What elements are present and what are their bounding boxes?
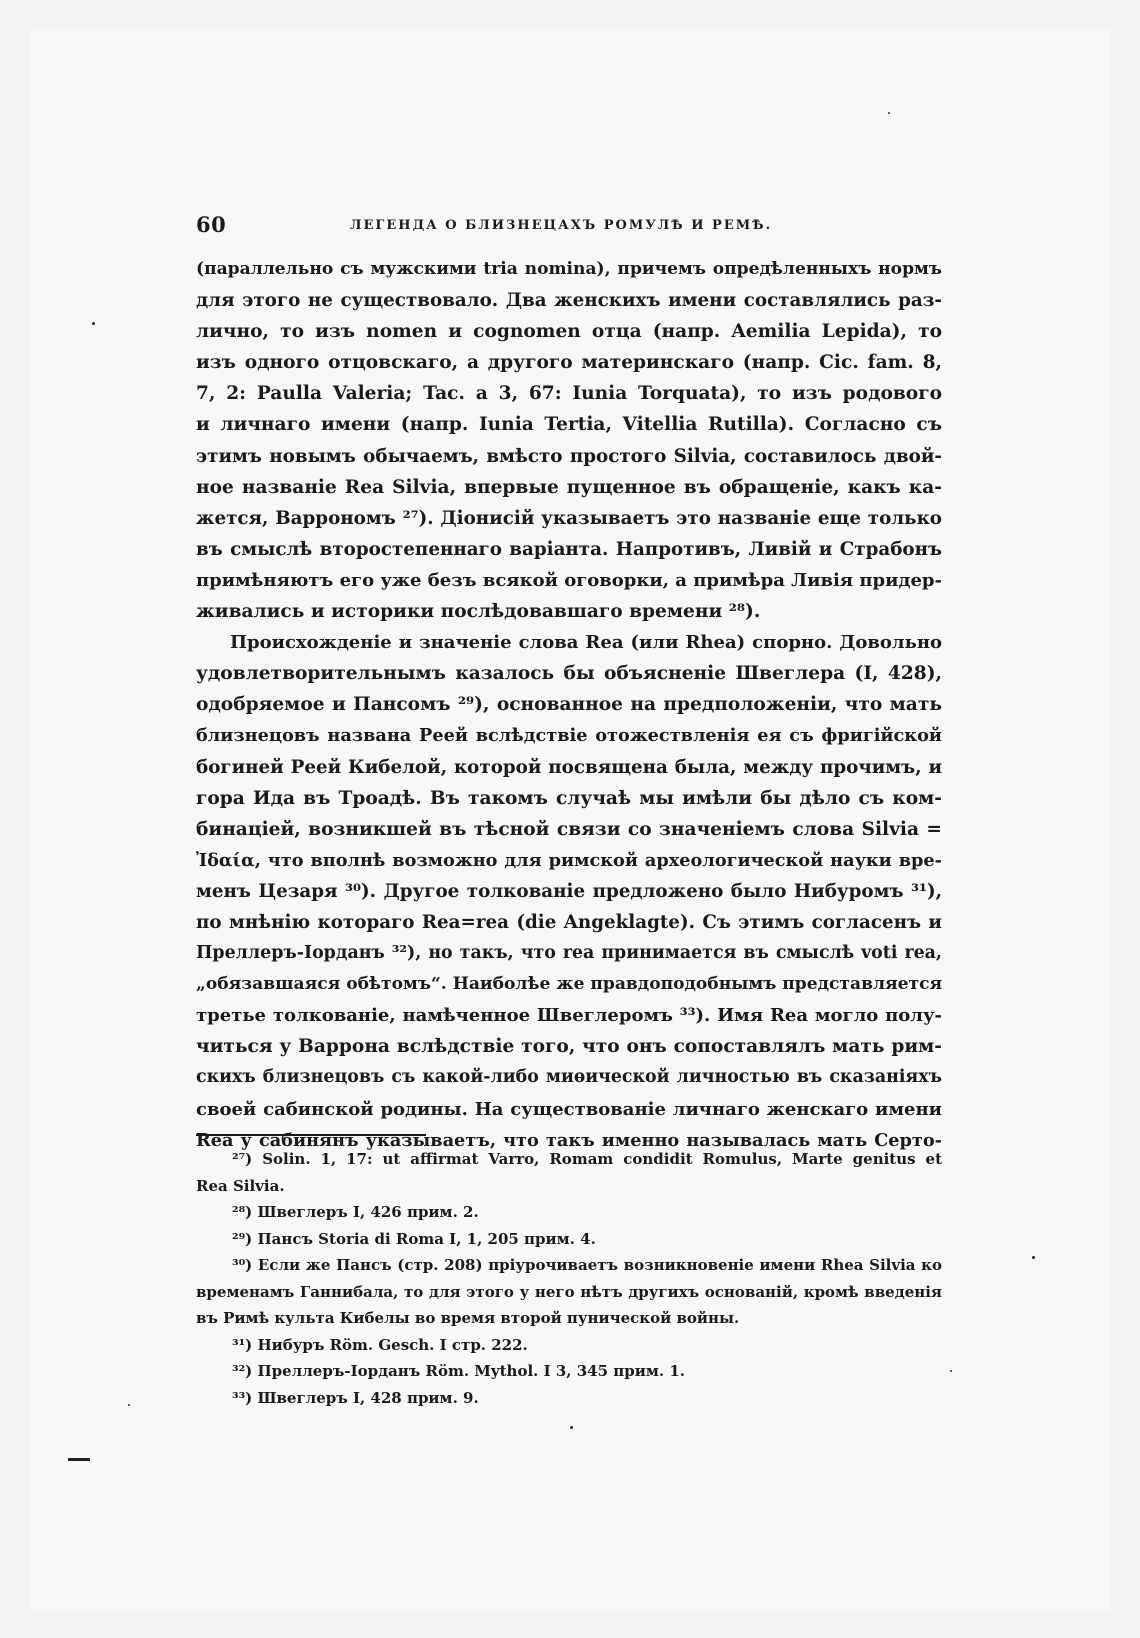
scan-speck [128, 1404, 130, 1406]
footnote-line: Rea Silvia. [196, 1176, 285, 1195]
text-line: жется, Варрономъ ²⁷). Діонисій указываетъ это названіе еще только [196, 507, 942, 529]
footnote-line: ²⁹) Пансъ Storia di Roma I, 1, 205 прим. 4. [232, 1229, 596, 1248]
text-line: бинаціей, возникшей въ тѣсной связи со значеніемъ слова Silvia = [196, 818, 942, 840]
text-line: одобряемое и Пансомъ ²⁹), основанное на предположеніи, что мать [196, 694, 942, 716]
text-line: Ἰδαία, что вполнѣ возможно для римской археологической науки вре- [196, 849, 942, 871]
text-line: третье толкованіе, намѣченное Швеглеромъ ³³). Имя Rea могло полу- [196, 1005, 942, 1027]
text-line: читься у Варрона вслѣдствіе того, что онъ сопоставлялъ мать рим- [196, 1036, 942, 1058]
text-line: своей сабинской родины. На существованіе личнаго женскаго имени [196, 1098, 942, 1120]
footnotes [196, 1146, 942, 1411]
footnote-rule [196, 1134, 426, 1136]
text-line: ное названіе Rea Silvia, впервые пущенное въ обращеніе, какъ ка- [196, 476, 942, 498]
footnote-line: ³³) Швеглеръ I, 428 прим. 9. [232, 1388, 479, 1407]
footnote-line: ³⁰) Если же Пансъ (стр. 208) пріурочиваетъ возникновеніе имени Rhea Silvia ко [232, 1256, 942, 1274]
text-line: лично, то изъ nomen и cognomen отца (напр. Aemilia Lepida), то [196, 321, 942, 343]
scan-speck [888, 112, 890, 114]
text-line: менъ Цезаря ³⁰). Другое толкованіе предложено было Нибуромъ ³¹), [196, 880, 942, 902]
text-line: для этого не существовало. Два женскихъ имени составлялись раз- [196, 290, 942, 312]
text-line: близнецовъ названа Реей вслѣдствіе отожествленія ея съ фригійской [196, 725, 942, 747]
scan-speck [570, 1426, 573, 1429]
text-line: Происхожденіе и значеніе слова Rea (или Rhea) спорно. Довольно [230, 632, 942, 654]
text-line: по мнѣнію котораго Rea=rea (die Angeklagte). Съ этимъ согласенъ и [196, 911, 942, 933]
text-line: въ смыслѣ второстепеннаго варіанта. Напротивъ, Ливій и Страбонъ [196, 538, 942, 560]
footnote-line: ²⁷) Solin. 1, 17: ut affirmat Varro, Romam condidit Romulus, Marte genitus et [232, 1150, 942, 1168]
footnote-line: ²⁸) Швеглеръ I, 426 прим. 2. [232, 1203, 479, 1221]
text-line: „обязавшаяся обѣтомъ“. Наиболѣе же правдоподобнымъ представляется [196, 974, 942, 995]
text-line: Преллеръ-Іорданъ ³²), но такъ, что rea принимается въ смыслѣ voti rea, [196, 943, 942, 964]
main-text [196, 254, 942, 1156]
text-line: удовлетворительнымъ казалось бы объясненіе Швеглера (I, 428), [196, 663, 942, 685]
scan-speck [950, 1370, 952, 1372]
page-number: 60 [196, 212, 227, 237]
text-line: (параллельно съ мужскими tria nomina), причемъ опредѣленныхъ нормъ [196, 259, 942, 279]
footnote-line: временамъ Ганнибала, то для этого у него нѣтъ другихъ основаній, кромѣ введенія [196, 1282, 942, 1301]
text-line: Rea у сабинянъ указываетъ, что такъ именно называлась мать Серто- [196, 1129, 942, 1151]
text-line: этимъ новымъ обычаемъ, вмѣсто простого Silvia, составилось двой- [196, 445, 942, 467]
scan-speck [92, 322, 95, 325]
text-line: живались и историки послѣдовавшаго времени ²⁸). [196, 601, 761, 623]
scan-speck [1032, 1256, 1035, 1259]
text-line: скихъ близнецовъ съ какой-либо миѳической личностью въ сказаніяхъ [196, 1067, 942, 1088]
running-title: ЛЕГЕНДА О БЛИЗНЕЦАХЪ РОМУЛѢ И РЕМѢ. [350, 218, 773, 233]
text-line: 7, 2: Paulla Valeria; Tac. a 3, 67: Iunia Torquata), то изъ родового [196, 383, 942, 405]
text-line: примѣняютъ его уже безъ всякой оговорки, а примѣра Ливія придер- [196, 569, 942, 591]
text-line: гора Ида въ Троадѣ. Въ такомъ случаѣ мы имѣли бы дѣло съ ком- [196, 787, 942, 809]
page-header [196, 212, 942, 242]
footnote-line: въ Римѣ культа Кибелы во время второй пунической войны. [196, 1309, 740, 1327]
text-line: изъ одного отцовскаго, а другого материнскаго (напр. Cic. fam. 8, [196, 352, 942, 374]
text-line: богиней Реей Кибелой, которой посвящена была, между прочимъ, и [196, 756, 942, 778]
text-line: и личнаго имени (напр. Iunia Tertia, Vitellia Rutilla). Согласно съ [196, 414, 942, 436]
margin-mark [68, 1458, 90, 1461]
footnote-line: ³²) Преллеръ-Іорданъ Röm. Mythol. I 3, 345 прим. 1. [232, 1362, 685, 1380]
footnote-line: ³¹) Нибуръ Röm. Gesch. I стр. 222. [232, 1335, 528, 1354]
